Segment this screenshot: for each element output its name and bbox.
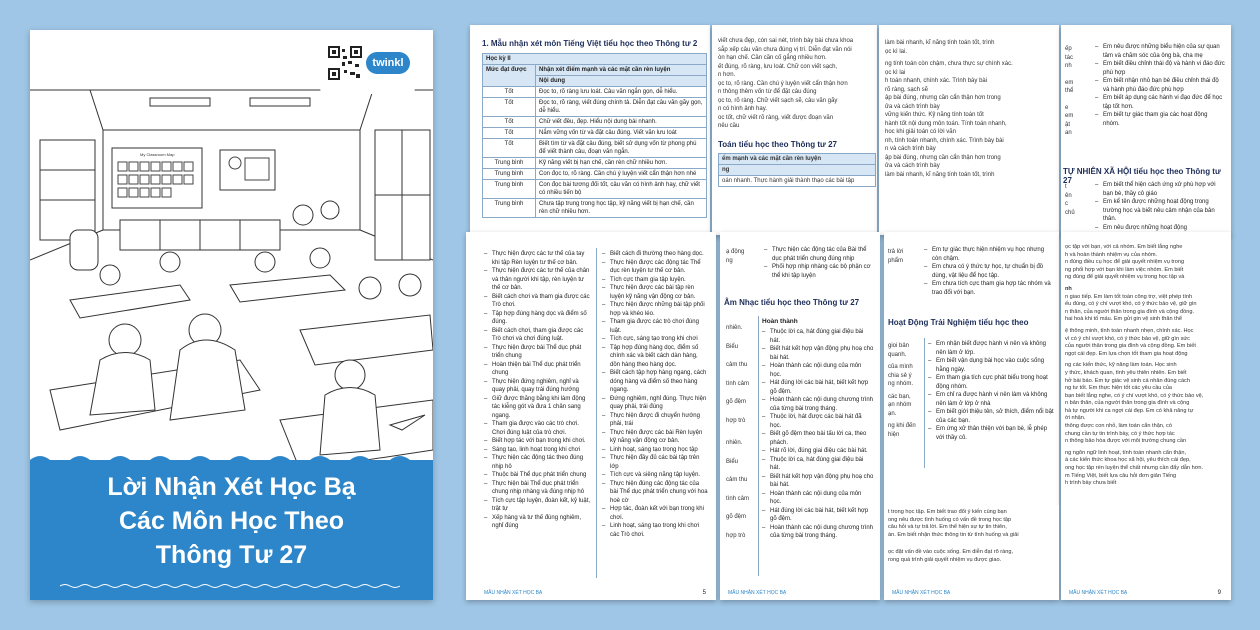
list-item: – Hoàn thành các nội dung của môn học. xyxy=(762,490,874,507)
list-item: – Em tự giác thực hiện nhiệm vụ học nhưng còn chậm. xyxy=(924,246,1054,263)
list-item: – Thực hiện được các bài tập rèn luyện kỹ năng vận động cơ bản. xyxy=(602,284,708,301)
list-item: – Biết cách chơi, tham gia được các Trò chơi và chơi đúng luật. xyxy=(484,327,592,344)
list-item: – Hát đúng lời các bài hát, biết kết hợp gõ đệm. xyxy=(762,507,874,524)
board-caption: My Classroom Map xyxy=(140,152,175,157)
page-toan xyxy=(712,25,877,235)
list-item: – Em biết nhận nhỏ bạn bè điều chỉnh thái độ và hành phù đáo đức phù hợp xyxy=(1095,77,1225,94)
list-item: – Xếp hàng và tư thế đúng nghiêm, nghỉ đúng xyxy=(484,514,592,531)
page-text: t trong học tập. Em biết trao đổi ý kiến cùng bạn ong nêu được tình huống có vấn đề trong học tập câu hỏi và tự trả lời. Em thể hiện sự tự tin thiên, àn. Em biết nhận thức thông tin từ tình huống và giải ọc đặt vấn đề vào cuộc sống. Em diễn đạt rõ ràng, rong quá trình giải quyết nhiệm vụ được giao. xyxy=(888,509,1019,563)
cover-title-line-2: Các Môn Học Theo xyxy=(118,507,344,535)
bullet-column-2 xyxy=(602,250,708,539)
page-text: viết chưa đẹp, còn sai nét, trình bày bài chưa khoa sắp xếp câu văn chưa đúng vị trí. Diễn đạt văn nói òn hạn chế. Cần cần cố gắng nhiều hơn. ết đúng, rõ ràng, lưu loát. Chữ con viết sạch, n hơn. ọc to, rõ ràng. Cần chú ý luyện viết cẩn thận hơn n thông thêm vốn từ để đặt câu đúng ọc to, rõ ràng. Chữ viết sạch sẽ, câu văn gãy n có hình ảnh hay. oc tốt, chữ viết rõ ràng, viết được đoạn văn nêu cầu Toán tiểu học theo Thông tư 27 ểm mạnh và các mặt cần rèn luyện ng oán nhanh. Thực hành giải thành thạo các bài tập xyxy=(718,37,876,187)
list-item: – Tích cực và siêng năng tập luyện. xyxy=(602,471,708,480)
cover-title-line-3: Thông Tư 27 xyxy=(155,541,308,569)
section-heading: 1. Mẫu nhận xét môn Tiếng Việt tiểu học theo Thông tư 2 xyxy=(482,39,698,48)
col-comment: Nhận xét điểm mạnh và các mặt cần rèn luyện xyxy=(536,65,707,76)
list-item: – Em biết áp dụng các hành vi đạo đức để học tập tốt hơn. xyxy=(1095,94,1225,111)
list-item: – Em chỉ ra được hành vi nên làm và không nên làm ở lớp ở nhà xyxy=(928,391,1056,408)
decorative-wave-line xyxy=(60,583,403,589)
cover-page xyxy=(30,30,433,600)
page-text: ọc tập với bạn, với cả nhóm. Em biết lắng nghe h và hoàn thành nhiệm vụ của nhóm. n đúng điều cụ học để giải quyết nhiệm vụ trong ng phối hợp với bạn khi làm việc nhóm. Em biết ng đúng để giải quyết nhiệm vụ trong học tập và nh n giao tiếp. Em làm tốt toàn công trợ, việt phép tính ếu đúng, có ý chí vượt khó, có ý thức bảo vệ, giữ gìn n thân, của người thân trong gia đình và cộng đồng. hai hoà khi tố máu. Em gửi gin vệ sinh thân thể ệ thông minh, tính toán nhanh nhẹn, chính xác. Học vì có ý chí vượt khó, có ý thức bảo vệ, giữ gìn sức của người thân trong gia đình và cộng đồng. Em biết ngọt cái đẹp. Em lựa chọn tốt tham gia hoạt động ng các kiến thức, kỹ năng làm toán. Học sinh y thức, khách quan, tình yêu thiên nhiên. Em biết hở bài báo. Em tự giác vệ sinh cá nhân đúng cách ng tư tốt. Em thực hiện tốt các yêu cầu của bạn biết lắng nghe, có ý chí vượt khó, có ý thức bảo vệ, n bản thân, của người thân trong gia đình và cộng hà tự người khi ca ngợi cái đẹp. Em có khả năng tự ời nhận. thông được con nhỏ, làm toán cẩn thận, có chung cần tự tin trình bày, có ý thức hợp tác n thông bảo hòa được với môi trường chung cần ng ngôn ngữ linh hoạt, tính toán nhanh cẩn thận, à các kiến thức khoa học xã hội, yêu thích cái đẹp, ong học tập rèn luyện thể chất nhưng cần đẩy dẫn hơn. m Tiếng Việt, biết lựa câu hỏi đơn giản Tiếng h trình bày chưa biết xyxy=(1065,244,1204,487)
list-item: – Hát đúng lời các bài hát, biết kết hợp gõ đệm. xyxy=(762,379,874,396)
twinkl-logo: twinkl xyxy=(366,52,410,74)
section-heading: Toán tiểu học theo Thông tư 27 xyxy=(718,139,837,149)
list-item: – Đứng nghiêm, nghỉ đúng. Thực hiện quay phải, trái đúng xyxy=(602,395,708,412)
table-row: Trung bình Kỹ năng viết bị hạn chế, cần rèn chữ nhiều hơn. xyxy=(483,158,707,169)
list-item: – Thuộc lời ca, hát đúng giai điệu bài hát. xyxy=(762,456,874,473)
cover-title-line-1: Lời Nhận Xét Học Bạ xyxy=(107,473,356,501)
list-item: – Thực hiện được những bài tập phối hợp và khéo léo. xyxy=(602,301,708,318)
bullet-list xyxy=(764,246,876,280)
list-item: – Thực hiện được các tư thế của chân và thân người khi tập, rèn luyện tư thế cơ bản. xyxy=(484,267,592,293)
table-row: Tốt Nắm vững vốn từ và đặt câu đúng. Viết văn lưu loát xyxy=(483,128,707,139)
left-fragments: trả lời phẩm xyxy=(888,249,904,264)
list-item: – Thuộc lời, hát được các bài hát đã học. xyxy=(762,413,874,430)
bullet-list xyxy=(928,340,1056,442)
page-footer: MẪU NHẬN XÉT HỌC BẠ xyxy=(728,590,787,596)
classroom-illustration xyxy=(30,30,433,470)
bullet-list xyxy=(924,246,1054,297)
table-row: Tốt Đọc to, rõ ràng, viết đúng chính tả. Diễn đạt câu văn gãy gọn, dễ hiểu. xyxy=(483,98,707,117)
list-item: – Thực hiện được các tư thế của tay khi tập Rèn luyện tư thế cơ bản. xyxy=(484,250,592,267)
list-item: – Em kể tên được những hoạt động trong trường học và biết nêu cảm nhận của bản thân. xyxy=(1095,198,1225,224)
list-item: – Thực hiện được bài Thể dục phát triển chung xyxy=(484,344,592,361)
left-column: nhiên. Biểu cảm thu tình cảm gõ đệm hợp trò nhiên. Biểu cảm thu tình cảm gõ đệm hợp trò xyxy=(726,325,750,539)
list-item: – Tập hợp đúng hàng dọc, điểm số chính xác và biết cách dàn hàng, dồn hàng theo hàng dọc. xyxy=(602,344,708,370)
bullet-column-1 xyxy=(484,250,592,531)
page-number: 5 xyxy=(702,590,706,596)
list-item: – Hoàn thiện bài Thể dục phát triển chung xyxy=(484,361,592,378)
list-item: – Em biết thể hiện cách ứng xử phù hợp với bạn bè, thầy cô giáo xyxy=(1095,181,1225,198)
list-item: – Phối hợp nhịp nhàng các bộ phận cơ thể khi tập luyện xyxy=(764,263,876,280)
table-row: Tốt Biết tìm từ và đặt câu đúng, biết sử dụng vốn từ phong phú để viết thành câu, đoạn văn ngắn. xyxy=(483,139,707,158)
left-fragments: ạ động ng xyxy=(726,249,745,264)
page-am-nhac xyxy=(720,232,880,600)
column-divider xyxy=(924,338,925,468)
list-item: – Em biết giới thiệu tên, sở thích, điểm nổi bật của các bạn. xyxy=(928,408,1056,425)
page-toan-cont xyxy=(879,25,1059,235)
page-the-duc xyxy=(466,232,716,600)
column-divider xyxy=(758,316,759,576)
column-header: Hoàn thành xyxy=(762,318,798,325)
section-heading: Âm Nhạc tiểu học theo Thông tư 27 xyxy=(724,298,860,307)
list-item: – Tập hợp đúng hàng dọc và điểm số đúng. xyxy=(484,310,592,327)
list-item: – Biết cách tập hợp hàng ngang, cách dóng hàng và điểm số theo hàng ngang. xyxy=(602,369,708,395)
wave-edge xyxy=(30,452,433,466)
brand-badge xyxy=(320,36,415,94)
list-item: – Hoàn thành các nội dung chương trình của từng bài trong tháng. xyxy=(762,396,874,413)
list-item: – Biết hát kết hợp vận động phụ hoạ cho bài hát. xyxy=(762,473,874,490)
page-text: làm bài nhanh, kĩ năng tính toán tốt, trình ọc kì lai. ng tính toán còn chậm, chưa thực sự chính xác. ọc kì lai h toán nhanh, chính xác. Trình bày bài rõ ràng, sạch sẽ ập bài đúng, nhưng cần cẩn thận hơn trong ửa và cách trình bày vững kiến thức. Kỹ năng tính toán tốt hành tốt nội dung môn toán. Tính toán nhanh, hoc khi giải toán có lời văn nh, tính toán nhanh, chính xác. Trình bày bài n và cách trình bày ập bài đúng, nhưng cần cẩn thận hơn trong ửa và cách trình bày làm bài nhanh, kĩ năng tính toán tốt, trình xyxy=(885,40,1013,178)
cover-title xyxy=(30,470,433,572)
bullet-list xyxy=(762,328,874,541)
list-item: – Em tham gia tích cực phát biểu trong hoạt động nhóm. xyxy=(928,374,1056,391)
list-item: – Thuộc bài Thể dục phát triển chung xyxy=(484,471,592,480)
list-item: – Em nêu được những hoạt động xyxy=(1095,224,1225,233)
section-heading: TỰ NHIÊN XÃ HỘI tiểu học theo Thông tư 27 xyxy=(1063,167,1221,185)
list-item: – Linh hoạt, sáng tạo trong khi chơi các Trò chơi. xyxy=(602,522,708,539)
list-item: – Linh hoạt, sáng tạo trong học tập xyxy=(602,446,708,455)
column-divider xyxy=(596,248,597,578)
page-footer: MẪU NHẬN XÉT HỌC BẠ xyxy=(1069,590,1128,596)
list-item: – Thực hiện bài Thể dục phát triển chung nhịp nhàng và đúng nhịp hô xyxy=(484,480,592,497)
list-item: – Tham gia được các trò chơi đúng luật. xyxy=(602,318,708,335)
list-item: – Thực hiện đầy đủ các bài tập trên lớp xyxy=(602,454,708,471)
bullet-list xyxy=(1095,181,1225,232)
comment-table xyxy=(482,53,707,218)
list-item: – Em biết điều chỉnh thái độ và hành vi đáo đức phù hợp xyxy=(1095,60,1225,77)
list-item: – Em biết tự giác tham gia các hoạt động nhóm. xyxy=(1095,111,1225,128)
list-item: – Giữ được thăng bằng khi làm động tác kiễng gót và đưa 1 chân sang ngang. xyxy=(484,395,592,421)
list-item: – Em biết vận dụng bài học vào cuộc sống hằng ngày. xyxy=(928,357,1056,374)
list-item: – Thực hiện đúng các động tác của bài Thể dục phát triển chung với hoa hoè cờ xyxy=(602,480,708,506)
col-content: Nội dung xyxy=(536,76,707,87)
list-item: – Thực hiện đứng nghiêm, nghỉ và quay phải, quay trái đúng hướng xyxy=(484,378,592,395)
page-footer: MẪU NHẬN XÉT HỌC BẠ xyxy=(892,590,951,596)
page-tu-nhien-xa-hoi xyxy=(1061,25,1231,235)
section-heading: Hoạt Động Trải Nghiệm tiểu học theo xyxy=(888,318,1029,327)
list-item: – Hoàn thành các nội dung chương trình của từng bài trong tháng. xyxy=(762,524,874,541)
list-item: – Tham gia được vào các trò chơi. Chơi đúng luật của trò chơi. xyxy=(484,420,592,437)
term-header: Học kỳ II xyxy=(483,54,707,65)
list-item: – Thực hiện được các bài Rèn luyện kỹ năng vận động cơ bản. xyxy=(602,429,708,446)
list-item: – Hợp tác, đoàn kết với bạn trong khi chơi. xyxy=(602,505,708,522)
comment-table: ểm mạnh và các mặt cần rèn luyện ng oán nhanh. Thực hành giải thành thạo các bài tập xyxy=(718,153,876,187)
table-row: Tốt Đọc to, rõ ràng lưu loát. Câu văn ngắn gọn, dễ hiểu. xyxy=(483,87,707,98)
list-item: – Tích cực, sáng tạo trong khi chơi xyxy=(602,335,708,344)
list-item: – Em chưa có ý thức tự học, tự chuẩn bị đồ dùng, vật liệu để học tập. xyxy=(924,263,1054,280)
list-item: – Biết gõ đệm theo bài tấu lời ca, theo phách. xyxy=(762,430,874,447)
left-fragments: ếp tác nh em thể e em ật an xyxy=(1065,46,1074,136)
list-item: – Thực hiện được các động tác Thể dục rèn luyện tư thế cơ bản. xyxy=(602,259,708,276)
table-row: Trung bình Con đọc to, rõ ràng. Cần chú ý luyện viết cẩn thận hơn nhé xyxy=(483,169,707,180)
table-row: Trung bình Chưa tập trung trong học tập, kỹ năng viết bị hạn chế, cần rèn chữ nhiều hơn. xyxy=(483,199,707,218)
list-item: – Biết hợp tác với bạn trong khi chơi. xyxy=(484,437,592,446)
list-item: – Thuộc lời ca, hát đúng giai điệu bài hát. xyxy=(762,328,874,345)
table-row: Trung bình Con đọc bài tương đối tốt, câu văn có hình ảnh hay, chữ viết có nhiều tiến bộ xyxy=(483,180,707,199)
page-bottom-snippet xyxy=(884,505,1059,600)
left-column: gioi bản quanh. của mình chia sẻ ý ng nhóm. các bạn, ạn nhóm ạn. ng khi đến hiện xyxy=(888,343,916,438)
list-item: – Hát rõ lời, đúng giai điệu các bài hát. xyxy=(762,447,874,456)
list-item: – Em chưa tích cực tham gia hợp tác nhóm và trao đổi với bạn. xyxy=(924,280,1054,297)
list-item: – Sáng tạo, linh hoạt trong khi chơi xyxy=(484,446,592,455)
list-item: – Thực hiện các động tác của Bài thể dục phát triển chung đúng nhịp xyxy=(764,246,876,263)
list-item: – Tích cực tập luyện, đoàn kết, kỷ luật, trật tự xyxy=(484,497,592,514)
list-item: – Em nhận biết được hành vi nên và không nên làm ở lớp. xyxy=(928,340,1056,357)
list-item: – Em nêu được những biểu hiện của sự quan tâm và chăm sóc của ông bà, cha mẹ xyxy=(1095,43,1225,60)
list-item: – Biết cách đi thường theo hàng dọc. xyxy=(602,250,708,259)
page-nhan-xet-chung xyxy=(1061,232,1231,600)
list-item: – Thực hiện được đi chuyển hướng phải, trái xyxy=(602,412,708,429)
list-item: – Em ứng xử thân thiện với bạn bè, lễ phép với thầy cô. xyxy=(928,425,1056,442)
left-fragments: t ên c chủ xyxy=(1065,184,1075,216)
list-item: – Thực hiện các động tác theo đúng nhịp hô xyxy=(484,454,592,471)
list-item: – Biết cách chơi và tham gia được các Trò chơi. xyxy=(484,293,592,310)
table-row: Tốt Chữ viết đều, đẹp. Hiểu nội dung bài nhanh. xyxy=(483,117,707,128)
page-number: 9 xyxy=(1217,590,1221,596)
list-item: – Tích cực tham gia tập luyện. xyxy=(602,276,708,285)
qr-code-icon xyxy=(328,46,362,80)
col-level: Mức đạt được xyxy=(483,65,536,87)
list-item: – Biết hát kết hợp vận động phụ hoạ cho bài hát. xyxy=(762,345,874,362)
page-footer: MẪU NHẬN XÉT HỌC BẠ xyxy=(484,590,543,596)
bullet-list xyxy=(1095,43,1225,128)
page-tieng-viet xyxy=(470,25,710,235)
list-item: – Hoàn thành các nội dung của môn học. xyxy=(762,362,874,379)
